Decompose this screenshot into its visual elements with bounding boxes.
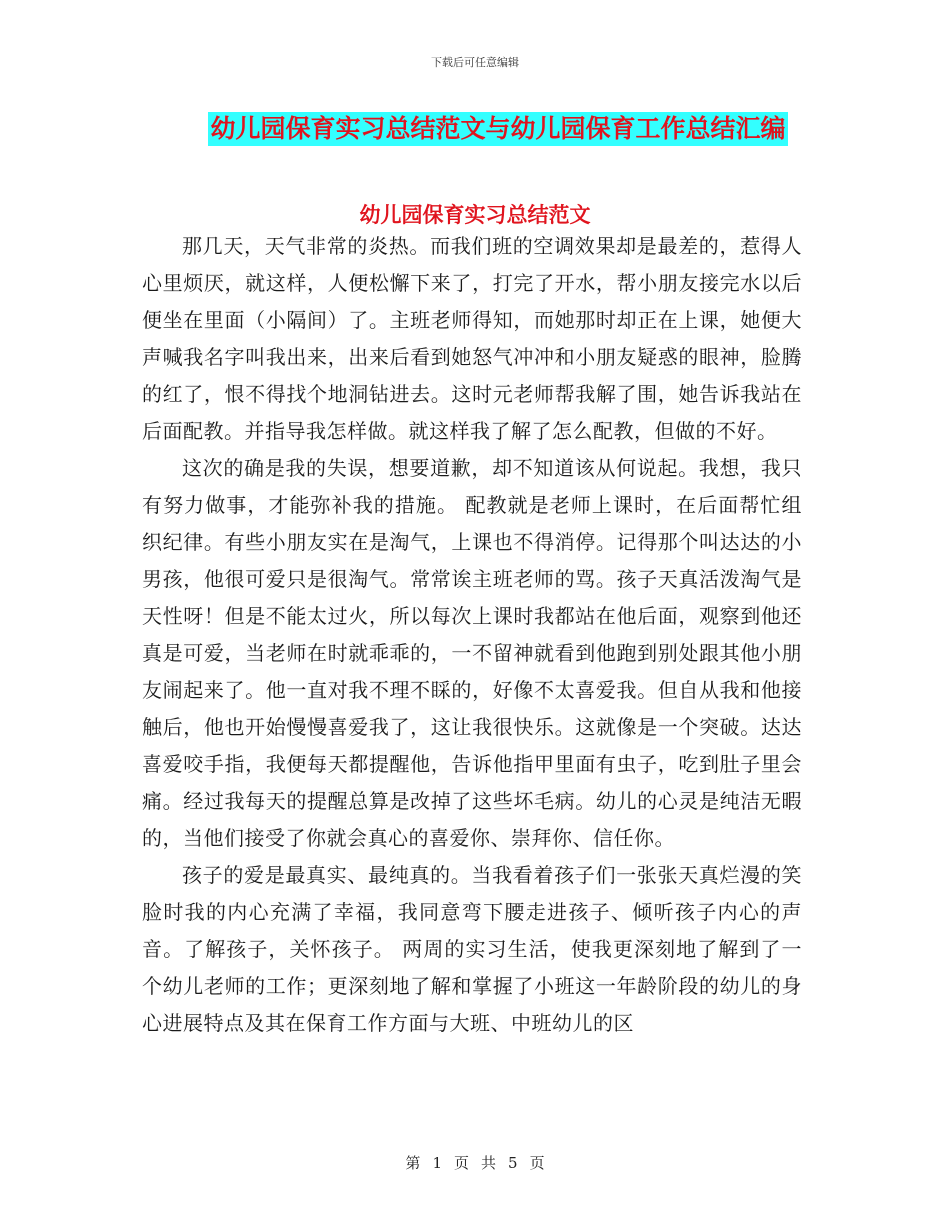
- page-footer: [0, 1152, 950, 1173]
- header-note: 下载后可任意编辑: [431, 56, 519, 69]
- footer-total-pages: 5: [508, 1154, 518, 1172]
- footer-page-word: 页: [453, 1154, 469, 1172]
- footer-total-word: 共: [481, 1154, 497, 1172]
- footer-prefix: 第: [405, 1154, 421, 1172]
- paragraph: 孩子的爱是最真实、最纯真的。当我看着孩子们一张张天真烂漫的笑脸时我的内心充满了幸福，我同意弯下腰走进孩子、倾听孩子内心的声音。了解孩子，关怀孩子。 两周的实习生活，使我更深刻地了解到了一个幼儿老师的工作；更深刻地了解和掌握了小班这一年龄阶段的幼儿的身心进展特点及其在保育工作方面与大班、中班幼儿的区: [142, 863, 802, 1035]
- body-text: [142, 228, 802, 1042]
- footer-suffix: 页: [529, 1154, 545, 1172]
- footer-current-page: 1: [432, 1154, 442, 1172]
- paragraph: 那几天，天气非常的炎热。而我们班的空调效果却是最差的，惹得人心里烦厌，就这样，人便松懈下来了，打完了开水，帮小朋友接完水以后便坐在里面（小隔间）了。主班老师得知，而她那时却正在上课，她便大声喊我名字叫我出来，出来后看到她怒气冲冲和小朋友疑惑的眼神，脸腾的红了，恨不得找个地洞钻进去。这时元老师帮我解了围，她告诉我站在后面配教。并指导我怎样做。就这样我了解了怎么配教，但做的不好。: [142, 234, 802, 443]
- section-title: 幼儿园保育实习总结范文: [359, 203, 591, 227]
- main-title-wrapper: [0, 112, 950, 146]
- paragraph: 这次的确是我的失误，想要道歉，却不知道该从何说起。我想，我只有努力做事，才能弥补我的措施。 配教就是老师上课时，在后面帮忙组织纪律。有些小朋友实在是淘气，上课也不得消停。记得那个叫达达的小男孩，他很可爱只是很淘气。常常诶主班老师的骂。孩子天真活泼淘气是天性呀！但是不能太过火，所以每次上课时我都站在他后面，观察到他还真是可爱，当老师在时就乖乖的，一不留神就看到他跑到别处跟其他小朋友闹起来了。他一直对我不理不睬的，好像不太喜爱我。但自从我和他接触后，他也开始慢慢喜爱我了，这让我很快乐。这就像是一个突破。达达喜爱咬手指，我便每天都提醒他，告诉他指甲里面有虫子，吃到肚子里会痛。经过我每天的提醒总算是改掉了这些坏毛病。幼儿的心灵是纯洁无暇的，当他们接受了你就会真心的喜爱你、崇拜你、信任你。: [142, 456, 802, 850]
- main-title: 幼儿园保育实习总结范文与幼儿园保育工作总结汇编: [208, 112, 787, 146]
